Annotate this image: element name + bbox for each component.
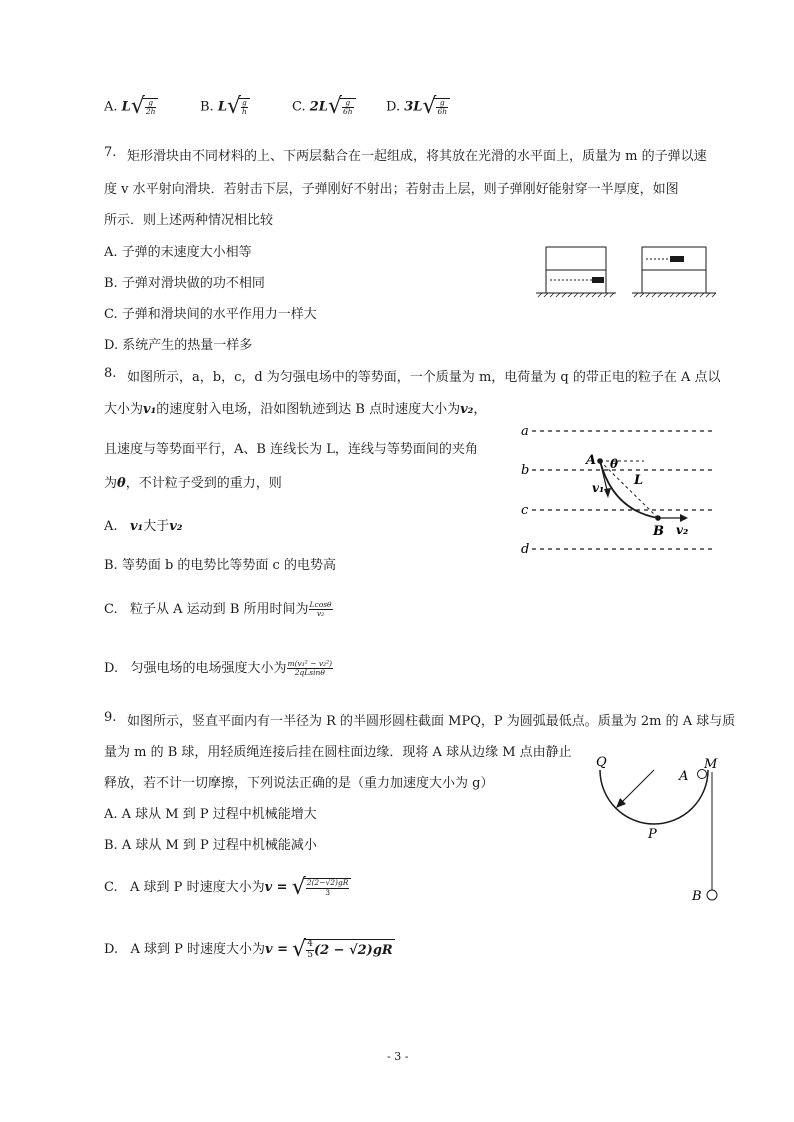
q7-option-a: A. 子弹的末速度大小相等: [104, 245, 252, 260]
svg-text:v₂: v₂: [676, 523, 689, 537]
label-b: b: [521, 463, 530, 478]
q7-option-d: D. 系统产生的热量一样多: [104, 338, 253, 353]
svg-text:M: M: [704, 757, 718, 772]
q9-option-b: B. A 球从 M 到 P 过程中机械能减小: [104, 838, 317, 853]
svg-text:Q: Q: [596, 755, 607, 770]
q8-diagram: [518, 420, 718, 560]
q7-option-b: B. 子弹对滑块做的功不相同: [104, 276, 265, 291]
q7-number: 7.: [104, 145, 117, 160]
svg-text:P: P: [648, 827, 657, 842]
q7-diagram: [534, 240, 724, 300]
q7-text-line3: 所示．则上述两种情况相比较: [104, 213, 274, 228]
q6-option-b: B. L√ $\frac{g}{h}$: [200, 96, 250, 118]
q6-option-c: C. 2L√ $\frac{g}{6h}$: [292, 96, 356, 118]
q9-text-line2: 量为 m 的 B 球，用轻质绳连接后挂在圆柱面边缘．现将 A 球从边缘 M 点由静止: [104, 745, 572, 760]
svg-text:θ: θ: [610, 457, 619, 471]
q8-number: 8.: [104, 366, 117, 381]
label-a: a: [521, 424, 529, 439]
q9-option-c: C. A 球到 P 时速度大小为v = √ $\frac{2(2-√2)gR}{3}$: [104, 876, 351, 899]
q8-text-line4: 为θ，不计粒子受到的重力，则: [104, 476, 282, 491]
q8-option-a: A. v₁大于v₂: [104, 519, 183, 534]
q7-option-c: C. 子弹和滑块间的水平作用力一样大: [104, 307, 317, 322]
q8-text-line3: 且速度与等势面平行，A、B 连线长为 L，连线与等势面间的夹角: [104, 442, 478, 457]
q9-option-a: A. A 球从 M 到 P 过程中机械能增大: [104, 807, 317, 822]
svg-text:A: A: [679, 769, 689, 784]
svg-text:A: A: [586, 453, 597, 468]
q8-option-c: C. 粒子从 A 运动到 B 所用时间为 $\frac{Lcos\theta}{\text{v₂}}$: [104, 599, 332, 618]
svg-text:v₁: v₁: [592, 481, 605, 495]
q9-number: 9.: [104, 710, 117, 725]
q9-text-line1: 如图所示，竖直平面内有一半径为 R 的半圆形圆柱截面 MPQ，P 为圆弧最低点。质量为 2m 的 A 球与质: [127, 714, 736, 729]
q9-option-d: D. A 球到 P 时速度大小为v = √ $\frac{4}{5}$ (2 − √2)gR: [104, 936, 393, 962]
q8-text-line2: 大小为v₁的速度射入电场，沿如图轨迹到达 B 点时速度大小为v₂，: [104, 402, 487, 417]
svg-text:B: B: [692, 889, 702, 904]
q7-text-line2: 度 v 水平射向滑块．若射击下层，子弹刚好不射出；若射击上层，则子弹刚好能射穿一半厚度，如图: [104, 182, 679, 197]
q7-text-line1: 矩形滑块由不同材料的上、下两层黏合在一起组成，将其放在光滑的水平面上，质量为 m 的子弹以速: [127, 149, 707, 164]
page-number: - 3 -: [387, 1050, 409, 1063]
q8-option-d: D. 匀强电场的电场强度大小为 $\frac{\text{m(v₁² − v₂²)}}{2qLsin\theta}$: [104, 658, 333, 677]
q9-diagram: [588, 752, 728, 904]
label-d: d: [521, 542, 530, 557]
q6-option-d: D. 3L√ $\frac{g}{6h}$: [386, 96, 450, 118]
q9-text-line3: 释放，若不计一切摩擦，下列说法正确的是（重力加速度大小为 g）: [104, 776, 494, 791]
svg-text:L: L: [634, 473, 644, 488]
label-c: c: [521, 503, 529, 518]
q8-option-b: B. 等势面 b 的电势比等势面 c 的电势高: [104, 558, 336, 573]
q6-option-a: A. L√ $\frac{g}{2h}$: [104, 96, 158, 118]
svg-text:B: B: [653, 524, 664, 539]
q8-text-line1: 如图所示，a，b，c，d 为匀强电场中的等势面，一个质量为 m，电荷量为 q 的带正电的粒子在 A 点以: [127, 370, 721, 385]
